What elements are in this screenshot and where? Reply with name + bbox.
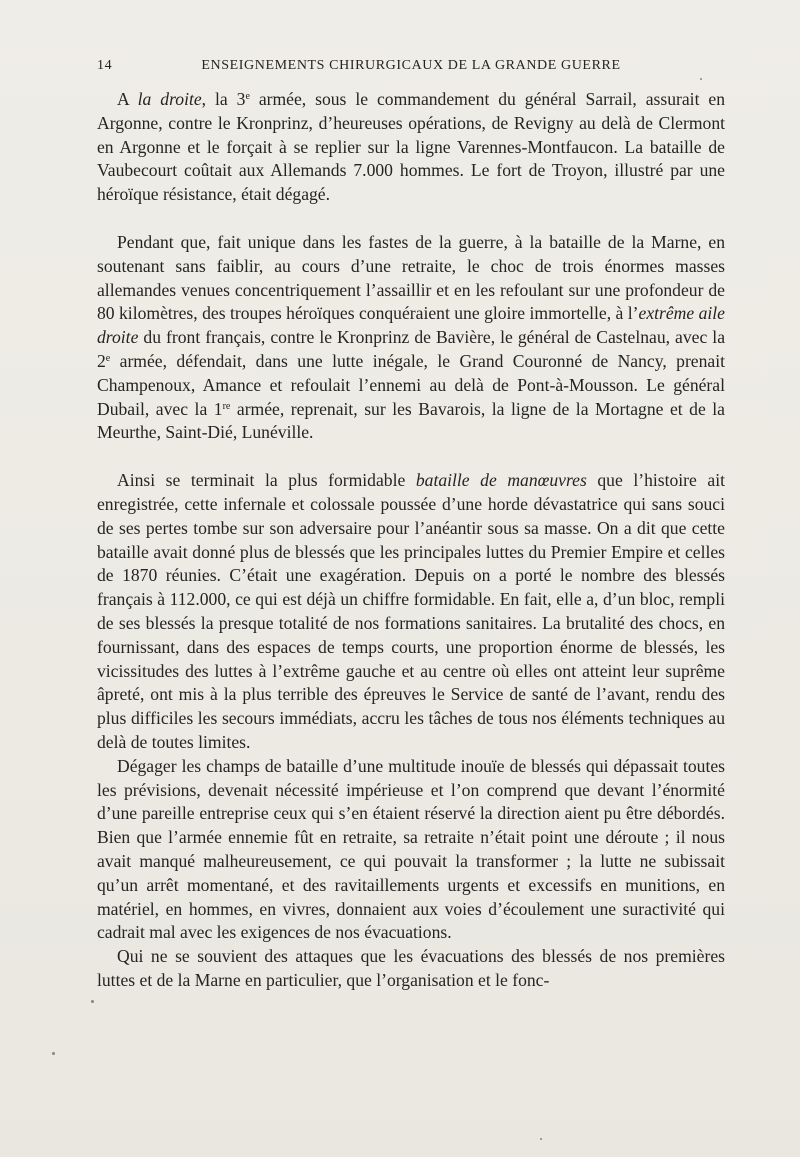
paragraph-2: Pendant que, fait unique dans les fastes de la guerre, à la bataille de la Marne, en soutenant sans faiblir, au cours d’une retraite, le choc de trois énormes masses allemandes venues concentriquement l’assaillir et en les refoulant sur une profondeur de 80 kilomètres, des troupes héroïques conquéraient une gloire immortelle, à l’extrême aile droite du front français, contre le Kronprinz de Bavière, le général de Castelnau, avec la 2e armée, défendait, dans une lutte inégale, le Grand Couronné de Nancy, prenait Champenoux, Amance et refoulait l’ennemi au delà de Pont-à-Mousson. Le général Dubail, avec la 1re armée, reprenait, sur les Bavarois, la ligne de la Mortagne et de la Meurthe, Saint-Dié, Lunéville. <box>97 231 725 443</box>
italic-phrase: extrême aile droite <box>97 303 725 348</box>
print-speck <box>91 1000 94 1003</box>
italic-phrase: bataille de manœuvres <box>415 470 587 491</box>
body-text <box>97 88 725 993</box>
running-title: ENSEIGNEMENTS CHIRURGICAUX DE LA GRANDE GUERRE <box>201 58 621 73</box>
print-speck <box>700 78 702 80</box>
paragraph-1: A la droite, la 3e armée, sous le commandement du général Sarrail, assurait en Argonne, contre le Kronprinz, d’heureuses opérations, de Revigny au delà de Clermont en Argonne et le forçait à se replier sur la ligne Varennes-Montfaucon. La bataille de Vaubecourt coûtait aux Allemands 7.000 hommes. Le fort de Troyon, illustré par une héroïque résistance, était dégagé. <box>97 89 725 205</box>
print-speck <box>52 1052 55 1055</box>
page-number: 14 <box>97 58 113 73</box>
paragraph-4: Dégager les champs de bataille d’une multitude inouïe de blessés qui dépassait toutes les prévisions, devenait nécessité impérieuse et l’on comprend que devant l’énormité d’une pareille entreprise ceux qui s’en étaient réservé la direction aient pu être débordés. Bien que l’armée ennemie fût en retraite, sa retraite n’était point une déroute ; il nous avait manqué malheureusement, ce qui pouvait la transformer ; la lutte ne subissait qu’un arrêt momentané, et des ravitaillements urgents et excessifs en munitions, en matériel, en hommes, en vivres, donnaient aux voies d’écoulement une suractivité qui cadrait mal avec les exigences de nos évacuations. <box>97 755 725 943</box>
running-header <box>97 58 725 80</box>
italic-phrase: la droite <box>137 89 202 109</box>
print-speck <box>540 1138 542 1140</box>
paragraph-3: Ainsi se terminait la plus formidable bataille de manœuvres que l’histoire ait enregistrée, cette infernale et colossale poussée d’une horde dévastatrice qui sans souci de ses pertes tombe sur son adversaire pour l’anéantir sous sa masse. On a dit que cette bataille avait donné plus de blessés que les principales luttes du Premier Empire et celles de 1870 réunies. C’était une exagération. Depuis on a porté le nombre des blessés français à 112.000, ce qui est déjà un chiffre formidable. En fait, elle a, d’un bloc, rempli de ses blessés la presque totalité de nos formations sanitaires. La brutalité des chocs, en fournissant, dans des espaces de temps courts, une proportion énorme de blessés, les vicissitudes des luttes à l’extrême gauche et au centre où elles ont atteint leur suprême âpreté, ont mis à la plus terrible des épreuves le Service de santé de l’avant, rendu des plus difficiles les secours immédiats, accru les tâches de tous nos éléments techniques au delà de toutes limites. <box>97 470 725 752</box>
paragraph-5: Qui ne se souvient des attaques que les évacuations des blessés de nos premières luttes et de la Marne en particulier, que l’organisation et le fonc- <box>97 946 725 990</box>
